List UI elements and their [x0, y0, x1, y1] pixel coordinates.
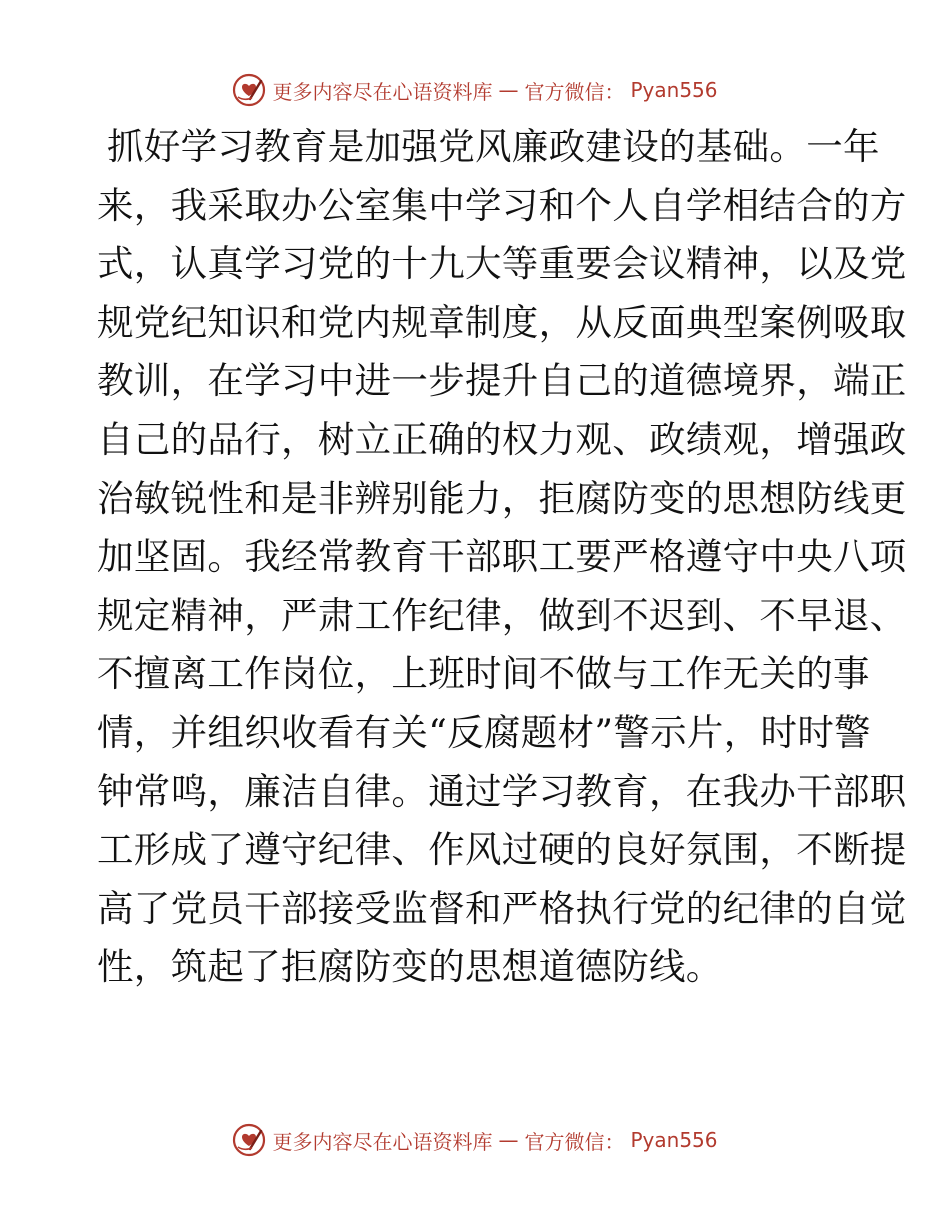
paragraph-line: 来，我采取办公室集中学习和个人自学相结合的方 — [97, 183, 907, 227]
paragraph-line: 治敏锐性和是非辨别能力，拒腐防变的思想防线更 — [97, 476, 907, 520]
paragraph-line: 抓好学习教育是加强党风廉政建设的基础。一年 — [107, 125, 880, 168]
paragraph-line: 加坚固。我经常教育干部职工要严格遵守中央八项 — [97, 535, 907, 579]
paragraph-line: 自己的品行，树立正确的权力观、政绩观，增强政 — [97, 417, 907, 461]
paragraph-line: 式，认真学习党的十九大等重要会议精神，以及党 — [97, 242, 907, 286]
paragraph-line: 规党纪知识和党内规章制度，从反面典型案例吸取 — [97, 300, 907, 344]
heart-pen-logo-icon — [232, 73, 266, 107]
banner-wechat-id: Pyan556 — [630, 1128, 718, 1152]
banner-wechat-id: Pyan556 — [630, 78, 718, 102]
paragraph-line: 钟常鸣，廉洁自律。通过学习教育，在我办干部职 — [97, 769, 907, 813]
banner-text: 更多内容尽在心语资料库 — [272, 79, 493, 104]
paragraph-line: 不擅离工作岗位，上班时间不做与工作无关的事 — [97, 652, 870, 696]
banner-text: 更多内容尽在心语资料库 — [272, 1129, 493, 1154]
paragraph-line: 工形成了遵守纪律、作风过硬的良好氛围，不断提 — [97, 828, 907, 872]
footer-banner — [0, 1120, 950, 1160]
paragraph-line: 性，筑起了拒腐防变的思想道德防线。 — [97, 945, 723, 989]
heart-pen-logo-icon — [232, 1123, 266, 1157]
banner-wechat-label: 官方微信： — [524, 1129, 625, 1154]
paragraph-line: 规定精神，严肃工作纪律，做到不迟到、不早退、 — [97, 593, 907, 637]
banner-wechat-label: 官方微信： — [524, 79, 625, 104]
document-body — [97, 118, 907, 997]
banner-separator: — — [498, 78, 519, 102]
paragraph-line: 教训，在学习中进一步提升自己的道德境界，端正 — [97, 359, 907, 403]
paragraph-line: 情，并组织收看有关“反腐题材”警示片，时时警 — [97, 710, 871, 754]
header-banner — [0, 70, 950, 110]
banner-separator: — — [498, 1128, 519, 1152]
paragraph-line: 高了党员干部接受监督和严格执行党的纪律的自觉 — [97, 886, 907, 930]
